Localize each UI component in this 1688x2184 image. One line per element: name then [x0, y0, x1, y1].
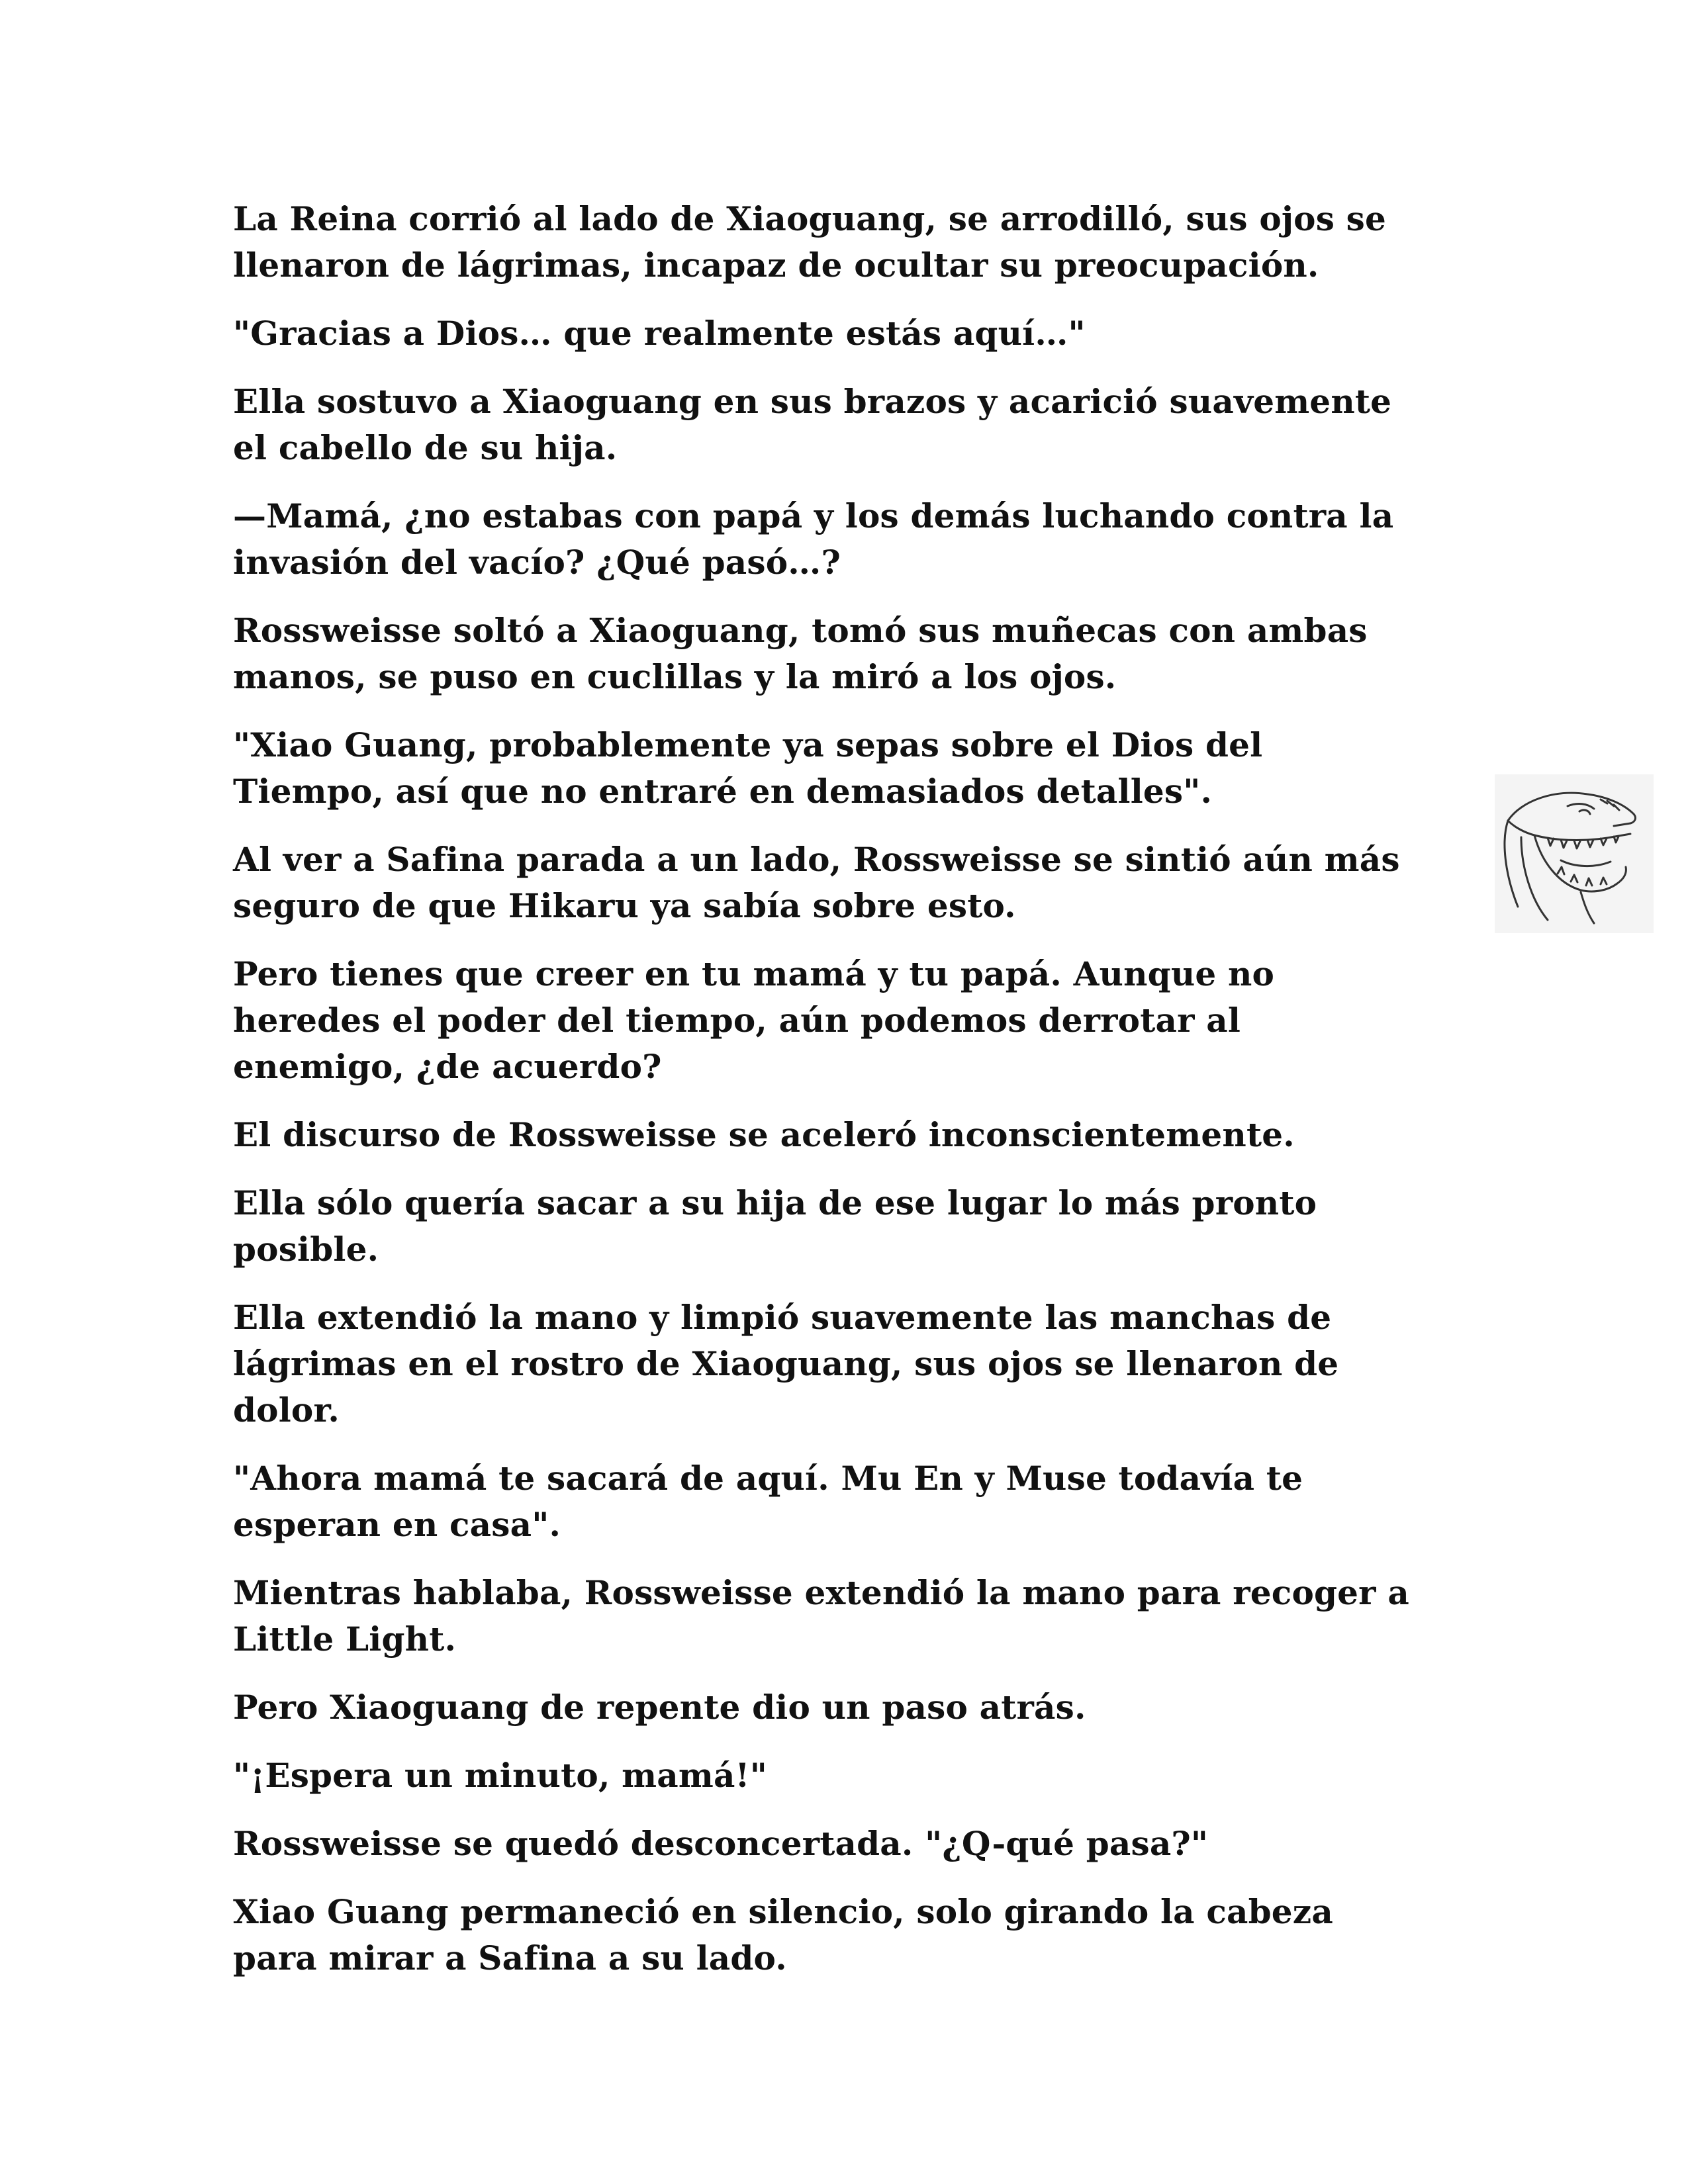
- paragraph: [233, 951, 1444, 1090]
- paragraph: [233, 310, 1444, 357]
- paragraph-line: llenaron de lágrimas, incapaz de ocultar su preocupación.: [233, 246, 1319, 285]
- paragraph-line: el cabello de su hija.: [233, 428, 618, 467]
- paragraph-line: Pero tienes que creer en tu mamá y tu papá. Aunque no: [233, 954, 1275, 993]
- paragraph: [233, 1570, 1444, 1662]
- paragraph-line: Pero Xiaoguang de repente dio un paso atrás.: [233, 1688, 1086, 1727]
- dinosaur-logo: [1495, 774, 1654, 933]
- paragraph: [233, 1752, 1444, 1799]
- paragraph-line: El discurso de Rossweisse se aceleró inconscientemente.: [233, 1115, 1295, 1154]
- paragraph: [233, 1112, 1444, 1158]
- paragraph-line: seguro de que Hikaru ya sabía sobre esto.: [233, 886, 1016, 925]
- paragraph-line: posible.: [233, 1230, 379, 1269]
- paragraph-line: Ella extendió la mano y limpió suavemente las manchas de: [233, 1298, 1332, 1337]
- paragraph: [233, 837, 1444, 929]
- paragraph-line: "¡Espera un minuto, mamá!": [233, 1756, 767, 1795]
- paragraph-line: Xiao Guang permaneció en silencio, solo girando la cabeza: [233, 1892, 1333, 1931]
- paragraph-line: La Reina corrió al lado de Xiaoguang, se arrodilló, sus ojos se: [233, 199, 1387, 238]
- paragraph-line: manos, se puso en cuclillas y la miró a los ojos.: [233, 657, 1117, 696]
- paragraph-line: Rossweisse se quedó desconcertada. "¿Q-qué pasa?": [233, 1824, 1209, 1863]
- paragraph-line: Rossweisse soltó a Xiaoguang, tomó sus muñecas con ambas: [233, 611, 1368, 650]
- paragraph: [233, 1889, 1444, 1981]
- paragraph-line: dolor.: [233, 1390, 340, 1430]
- paragraph: [233, 608, 1444, 700]
- paragraph-line: Ella sólo quería sacar a su hija de ese lugar lo más pronto: [233, 1183, 1317, 1222]
- paragraph-line: Ella sostuvo a Xiaoguang en sus brazos y acarició suavemente: [233, 382, 1392, 421]
- paragraph: [233, 1180, 1444, 1273]
- paragraph: [233, 493, 1444, 586]
- paragraph-line: enemigo, ¿de acuerdo?: [233, 1047, 662, 1086]
- body-text: [233, 196, 1444, 2003]
- paragraph-line: heredes el poder del tiempo, aún podemos derrotar al: [233, 1001, 1241, 1040]
- paragraph-line: Mientras hablaba, Rossweisse extendió la mano para recoger a: [233, 1573, 1409, 1612]
- dinosaur-head-icon: [1495, 774, 1654, 933]
- paragraph-line: para mirar a Safina a su lado.: [233, 1938, 787, 1978]
- paragraph: [233, 1821, 1444, 1867]
- paragraph-line: —Mamá, ¿no estabas con papá y los demás luchando contra la: [233, 496, 1394, 535]
- paragraph-line: Al ver a Safina parada a un lado, Rossweisse se sintió aún más: [233, 840, 1400, 879]
- paragraph-line: Little Light.: [233, 1619, 457, 1659]
- paragraph-line: lágrimas en el rostro de Xiaoguang, sus ojos se llenaron de: [233, 1344, 1339, 1383]
- paragraph: [233, 1295, 1444, 1433]
- paragraph: [233, 196, 1444, 289]
- paragraph-line: invasión del vacío? ¿Qué pasó…?: [233, 543, 841, 582]
- paragraph: [233, 379, 1444, 471]
- paragraph: [233, 1455, 1444, 1548]
- paragraph-line: Tiempo, así que no entraré en demasiados detalles".: [233, 772, 1213, 811]
- paragraph-line: "Xiao Guang, probablemente ya sepas sobre el Dios del: [233, 725, 1263, 764]
- paragraph-line: "Ahora mamá te sacará de aquí. Mu En y Muse todavía te: [233, 1459, 1303, 1498]
- paragraph: [233, 1684, 1444, 1731]
- paragraph: [233, 722, 1444, 815]
- paragraph-line: esperan en casa".: [233, 1505, 561, 1544]
- paragraph-line: "Gracias a Dios… que realmente estás aquí…": [233, 314, 1086, 353]
